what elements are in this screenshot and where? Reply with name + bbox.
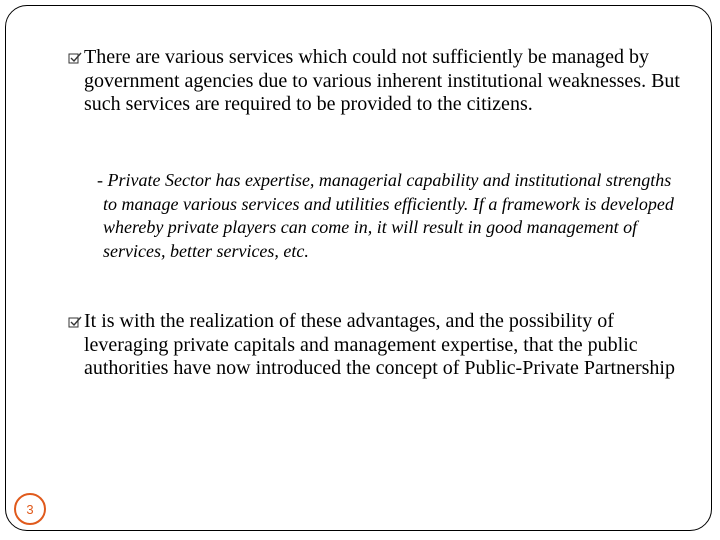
- page-number-badge: 3: [14, 493, 46, 525]
- bullet-item: [68, 46, 688, 117]
- bullet-text: It is with the realization of these advantages, and the possibility of leveraging private capitals and management expertise, that the public authorities have now introduced the concept of Public-Private Partnership: [84, 310, 675, 379]
- checkbox-bullet-icon: [68, 316, 82, 330]
- checkbox-bullet-icon: [68, 52, 82, 66]
- bullet-text: There are various services which could not sufficiently be managed by government agencies due to various inherent institutional weaknesses. But such services are required to be provided to the citizens.: [84, 46, 680, 115]
- subpoint-text: - Private Sector has expertise, managerial capability and institutional strengths to manage various services and utilities efficiently. If a framework is developed whereby private players can come in, it will result in good management of services, better services, etc.: [97, 170, 674, 261]
- bullet-item: [68, 310, 688, 381]
